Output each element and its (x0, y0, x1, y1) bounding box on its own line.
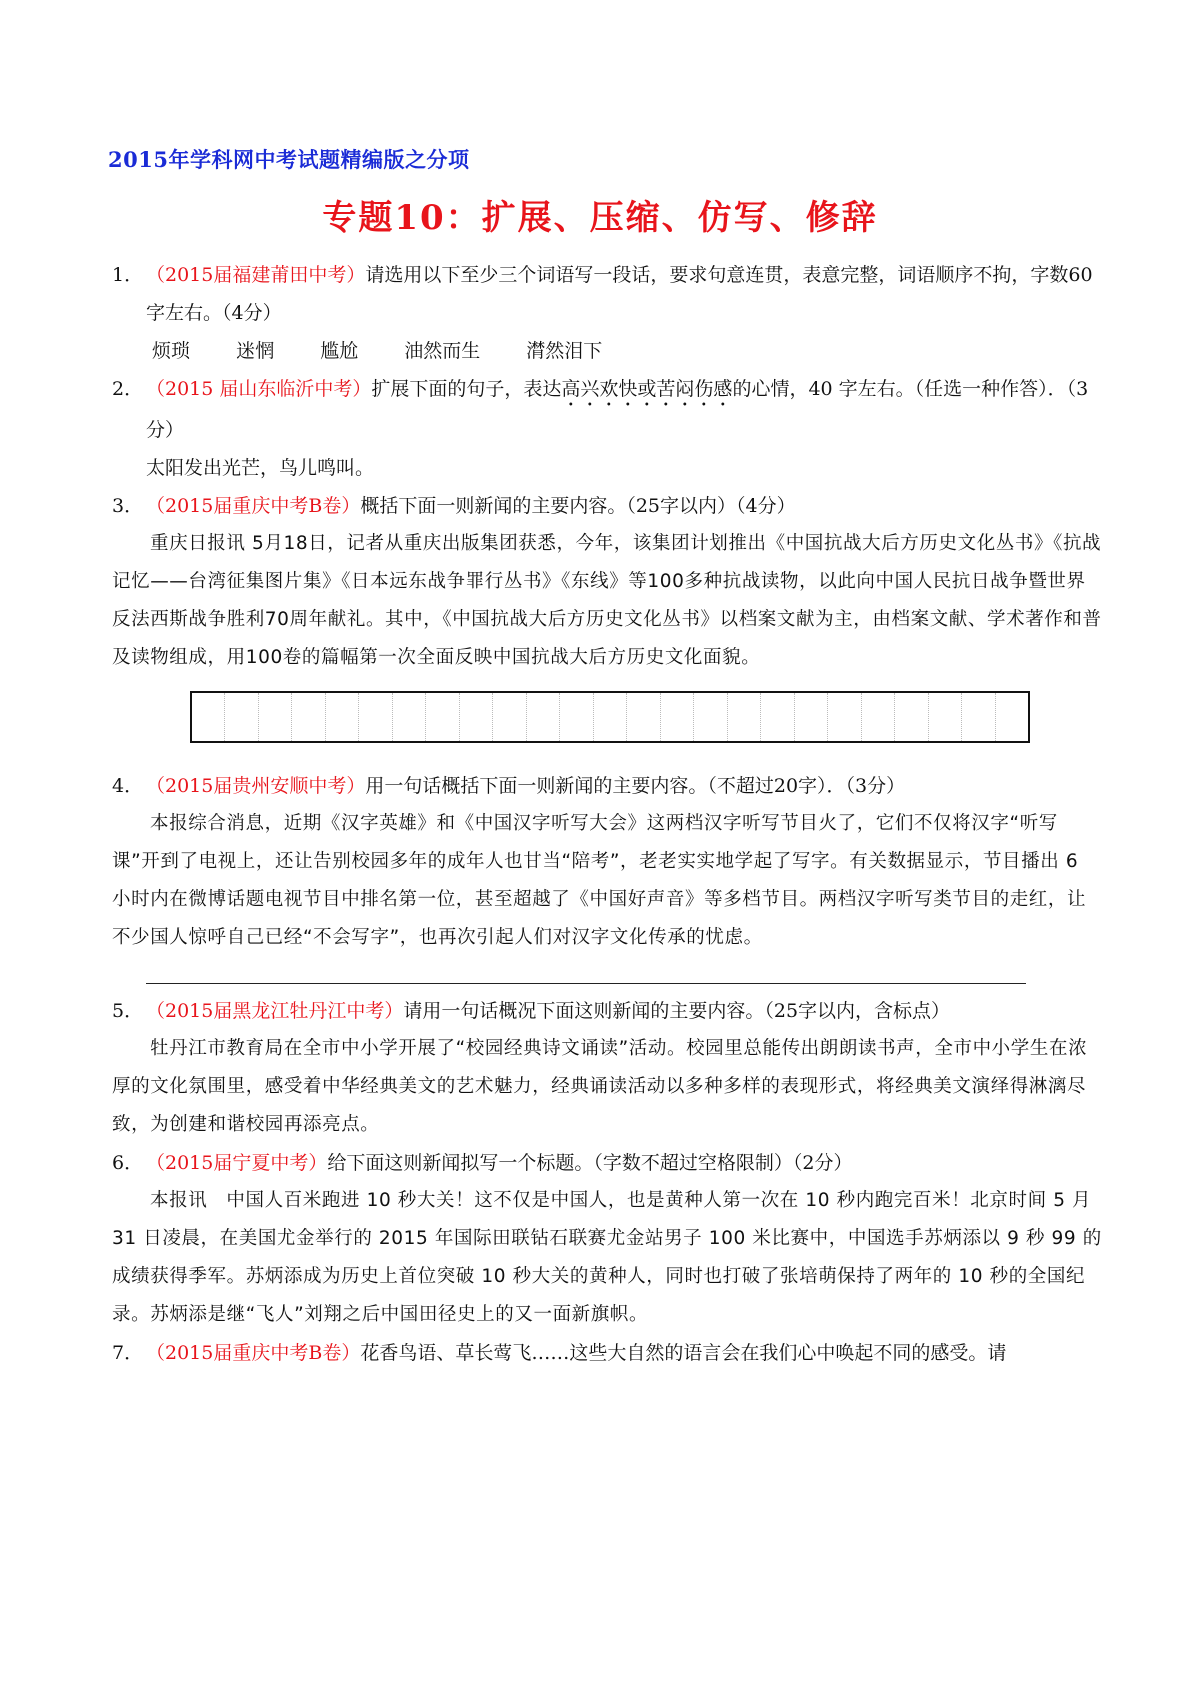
question-2 (112, 370, 1102, 449)
question-number: 3． (112, 495, 144, 517)
grid-cell[interactable] (996, 693, 1028, 741)
question-number: 5． (112, 1000, 144, 1022)
question-text: 请用一句话概况下面这则新闻的主要内容。（25字以内，含标点） (403, 1000, 951, 1022)
grid-cell[interactable] (292, 693, 325, 741)
news-paragraph: 本报综合消息，近期《汉字英雄》和《中国汉字听写大会》这两档汉字听写节目火了，它们不仅将汉字“听写课”开到了电视上，还让告别校园多年的成年人也甘当“陪考”，老老实实地学起了写字。有关数据显示，节目播出 6 小时内在微博话题电视节目中排名第一位，甚至超越了《中国好声音》等多档节目。两档汉字听写类节目的走红，让不少国人惊呼自己已经“不会写字”，也再次引起人们对汉字文化传承的忧虑。 (112, 813, 1087, 948)
question-text: 概括下面一则新闻的主要内容。（25字以内）（4分） (360, 495, 796, 517)
page-title: 专题10：扩展、压缩、仿写、修辞 (322, 198, 878, 238)
question-source: （2015届福建莆田中考） (146, 264, 366, 286)
grid-cell[interactable] (527, 693, 560, 741)
question-text-part: 的心情，40 字左右。（任选一种作答）．（3分） (146, 378, 1089, 441)
question-3 (112, 487, 1102, 525)
grid-cell[interactable] (225, 693, 258, 741)
question-source: （2015届贵州安顺中考） (146, 775, 366, 797)
question-1 (112, 256, 1102, 332)
grid-cell[interactable] (761, 693, 794, 741)
grid-cell[interactable] (828, 693, 861, 741)
question-number: 2． (112, 378, 144, 400)
grid-cell[interactable] (259, 693, 292, 741)
news-paragraph: 本报讯 中国人百米跑进 10 秒大关！这不仅是中国人，也是黄种人第一次在 10 秒内跑完百米！北京时间 5 月 31 日凌晨，在美国尤金举行的 2015 年国际田联钻石联赛尤金站男子 100 米比赛中，中国选手苏炳添以 9 秒 99 的成绩获得季军。苏炳添成为历史上首位突破 10 秒大关的黄种人，同时也打破了张培萌保持了两年的 10 秒的全国纪录。苏炳添是继“飞人”刘翔之后中国田径史上的又一面新旗帜。 (112, 1190, 1102, 1325)
word-item: 油然而生 (404, 340, 481, 362)
news-paragraph: 牡丹江市教育局在全市中小学开展了“校园经典诗文诵读”活动。校园里总能传出朗朗读书声，全市中小学生在浓厚的文化氛围里，感受着中华经典美文的艺术魅力，经典诵读活动以多种多样的表现形式，将经典美文演绎得淋漓尽致，为创建和谐校园再添亮点。 (112, 1038, 1088, 1135)
grid-cell[interactable] (560, 693, 593, 741)
grid-cell[interactable] (929, 693, 962, 741)
grid-cell[interactable] (795, 693, 828, 741)
question-number: 4． (112, 775, 144, 797)
grid-cell[interactable] (393, 693, 426, 741)
grid-cell[interactable] (627, 693, 660, 741)
question-source: （2015届重庆中考B卷） (146, 495, 361, 517)
question-source: （2015届黑龙江牡丹江中考） (146, 1000, 404, 1022)
grid-cell[interactable] (326, 693, 359, 741)
question-source: （2015届宁夏中考） (146, 1152, 328, 1174)
question-4 (112, 767, 1102, 805)
question-text: 给下面这则新闻拟写一个标题。（字数不超过空格限制）（2分） (327, 1152, 853, 1174)
question-source: （2015 届山东临沂中考） (146, 378, 372, 400)
word-item: 尴尬 (320, 340, 359, 362)
grid-cell[interactable] (594, 693, 627, 741)
grid-cell[interactable] (460, 693, 493, 741)
question-text: 用一句话概括下面一则新闻的主要内容。（不超过20字）．（3分） (365, 775, 906, 797)
grid-cell[interactable] (895, 693, 928, 741)
grid-cell[interactable] (359, 693, 392, 741)
emphasized-text: 高兴欢快或苦闷伤感 (561, 378, 733, 400)
grid-cell[interactable] (962, 693, 995, 741)
question-number: 1． (112, 264, 144, 286)
grid-cell[interactable] (661, 693, 694, 741)
grid-cell[interactable] (728, 693, 761, 741)
question-source: （2015届重庆中考B卷） (146, 1342, 361, 1364)
document-header: 2015年学科网中考试题精编版之分项 (108, 147, 470, 172)
grid-cell[interactable] (426, 693, 459, 741)
sample-sentence: 太阳发出光芒，鸟儿鸣叫。 (146, 457, 375, 479)
question-5 (112, 992, 1102, 1030)
word-item: 迷惘 (236, 340, 275, 362)
answer-line[interactable] (146, 983, 1026, 984)
word-item: 烦琐 (152, 340, 191, 362)
grid-cell[interactable] (694, 693, 727, 741)
grid-cell[interactable] (862, 693, 895, 741)
answer-grid[interactable] (190, 691, 1030, 743)
question-text-part: 扩展下面的句子，表达 (371, 378, 562, 400)
question-6 (112, 1144, 1102, 1182)
grid-cell[interactable] (192, 693, 225, 741)
question-number: 7． (112, 1342, 144, 1364)
news-paragraph: 重庆日报讯 5月18日，记者从重庆出版集团获悉，今年，该集团计划推出《中国抗战大后方历史文化丛书》《抗战记忆——台湾征集图片集》《日本远东战争罪行丛书》《东线》等100多种抗战读物，以此向中国人民抗日战争暨世界反法西斯战争胜利70周年献礼。其中，《中国抗战大后方历史文化丛书》以档案文献为主，由档案文献、学术著作和普及读物组成，用100卷的篇幅第一次全面反映中国抗战大后方历史文化面貌。 (112, 533, 1102, 668)
word-list (112, 332, 1102, 370)
word-item: 潸然泪下 (526, 340, 603, 362)
question-text: 花香鸟语、草长莺飞……这些大自然的语言会在我们心中唤起不同的感受。请 (360, 1342, 1007, 1364)
question-number: 6． (112, 1152, 144, 1174)
grid-cell[interactable] (493, 693, 526, 741)
question-7 (112, 1334, 1102, 1372)
question-list (112, 256, 1102, 1372)
question-text: 请选用以下至少三个词语写一段话，要求句意连贯，表意完整，词语顺序不拘，字数60字左右。（4分） (146, 264, 1093, 324)
